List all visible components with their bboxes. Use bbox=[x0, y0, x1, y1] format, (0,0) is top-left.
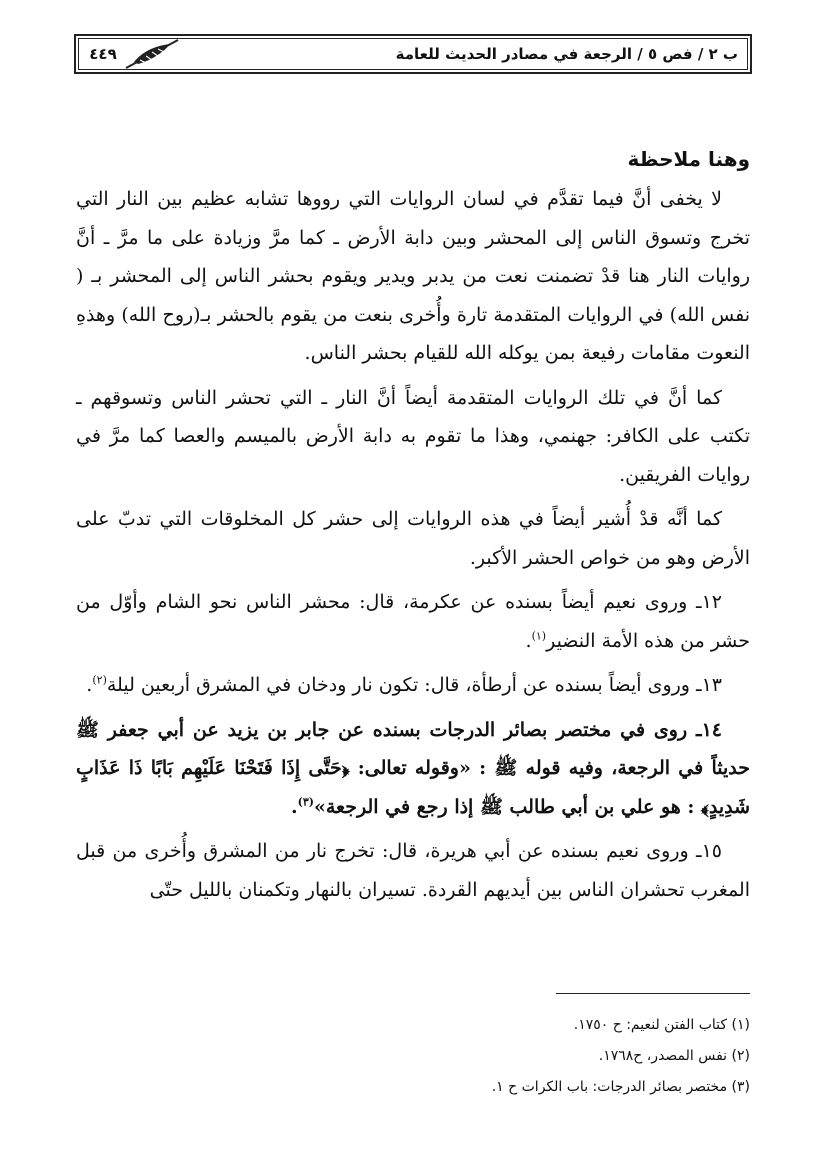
page-number: ٤٤٩ bbox=[89, 45, 117, 63]
narration-text: ١٣ـ وروى أيضاً بسنده عن أرطأة، قال: تكون نار ودخان في المشرق أربعين ليلة bbox=[106, 674, 722, 696]
narration-text: ١٤ـ روى في مختصر بصائر الدرجات بسنده عن جابر بن يزيد عن أبي جعفر ﷺ حديثاً في الرجعة، وفيه قوله ﷺ : «وقوله تعالى: ﴿حَتَّى إِذَا فَتَحْنَا عَلَيْهِم بَابًا ذَا عَذَابٍ شَدِيدٍ﴾ : هو علي بن أبي طالب ﷺ إذا رجع في الرجعة» bbox=[76, 718, 750, 818]
narration-14: ١٤ـ روى في مختصر بصائر الدرجات بسنده عن جابر بن يزيد عن أبي جعفر ﷺ حديثاً في الرجعة، وفيه قوله ﷺ : «وقوله تعالى: ﴿حَتَّى إِذَا فَتَحْنَا عَلَيْهِم بَابًا ذَا عَذَابٍ شَدِيدٍ﴾ : هو علي بن أبي طالب ﷺ إذا رجع في الرجعة»$^{(٣)}$. bbox=[76, 718, 750, 818]
footnote-ref: (٣) bbox=[297, 795, 314, 809]
main-text bbox=[76, 146, 750, 915]
paragraph: كما أنَّ في تلك الروايات المتقدمة أيضاً أنَّ النار ـ التي تحشر الناس وتسوقهم ـ تكتب على الكافر: جهنمي، وهذا ما تقوم به دابة الأرض بالميسم والعصا كما مرَّ في روايات الفريقين. bbox=[76, 386, 750, 486]
footnote-divider bbox=[556, 993, 750, 994]
footnote-ref: (٢) bbox=[92, 673, 107, 687]
footnote-item: (١) كتاب الفتن لنعيم: ح ١٧٥٠. bbox=[573, 1017, 750, 1033]
footnote-item: (٣) مختصر بصائر الدرجات: باب الكرات ح ١. bbox=[491, 1079, 750, 1095]
narration-12: ١٢ـ وروى نعيم أيضاً بسنده عن عكرمة، قال: محشر الناس نحو الشام وأوّل من حشر من هذه الأمة النضير$^{(١)}$. bbox=[76, 591, 750, 652]
narration-15: ١٥ـ وروى نعيم بسنده عن أبي هريرة، قال: تخرج نار من المشرق وأُخرى من قبل المغرب تحشران الناس بين أيديهم القردة. تسيران بالنهار وتكمنان بالليل حتّى bbox=[76, 840, 750, 901]
narration-text: ١٢ـ وروى نعيم أيضاً بسنده عن عكرمة، قال: محشر الناس نحو الشام وأوّل من حشر من هذه الأمة النضير bbox=[76, 591, 750, 652]
footnote-ref: (١) bbox=[531, 629, 547, 643]
narration-13: ١٣ـ وروى أيضاً بسنده عن أرطأة، قال: تكون نار ودخان في المشرق أربعين ليلة$^{(٢)}$. bbox=[86, 673, 722, 696]
feather-ornament-icon bbox=[124, 38, 180, 70]
section-heading: وهنا ملاحظة bbox=[627, 147, 750, 171]
paragraph: لا يخفى أنَّ فيما تقدَّم في لسان الروايات التي رووها تشابه عظيم بين النار التي تخرج وتسوق الناس إلى المحشر وبين دابة الأرض ـ كما مرَّ وزيادة على ما مرَّ ـ أنَّ روايات النار هنا قدْ تضمنت نعت من يدبر ويدير ويقوم بحشر الناس إلى المحشر بـ ( نفس الله) في الروايات المتقدمة تارة وأُخرى بنعت من يقوم بالحشر بـ(روح الله) وهذهِ النعوت مقامات رفيعة بمن يوكله الله للقيام بحشر الناس. bbox=[76, 188, 750, 364]
running-header-title: ب ٢ / فص ٥ / الرجعة في مصادر الحديث للعامة bbox=[395, 45, 738, 63]
footnote-item: (٢) نفس المصدر، ح١٧٦٨. bbox=[598, 1048, 750, 1064]
paragraph: كما أنَّه قدْ أُشير أيضاً في هذه الروايات إلى حشر كل المخلوقات التي تدبّ على الأرض وهو من خواص الحشر الأكبر. bbox=[76, 508, 750, 569]
footnotes bbox=[300, 1010, 750, 1103]
